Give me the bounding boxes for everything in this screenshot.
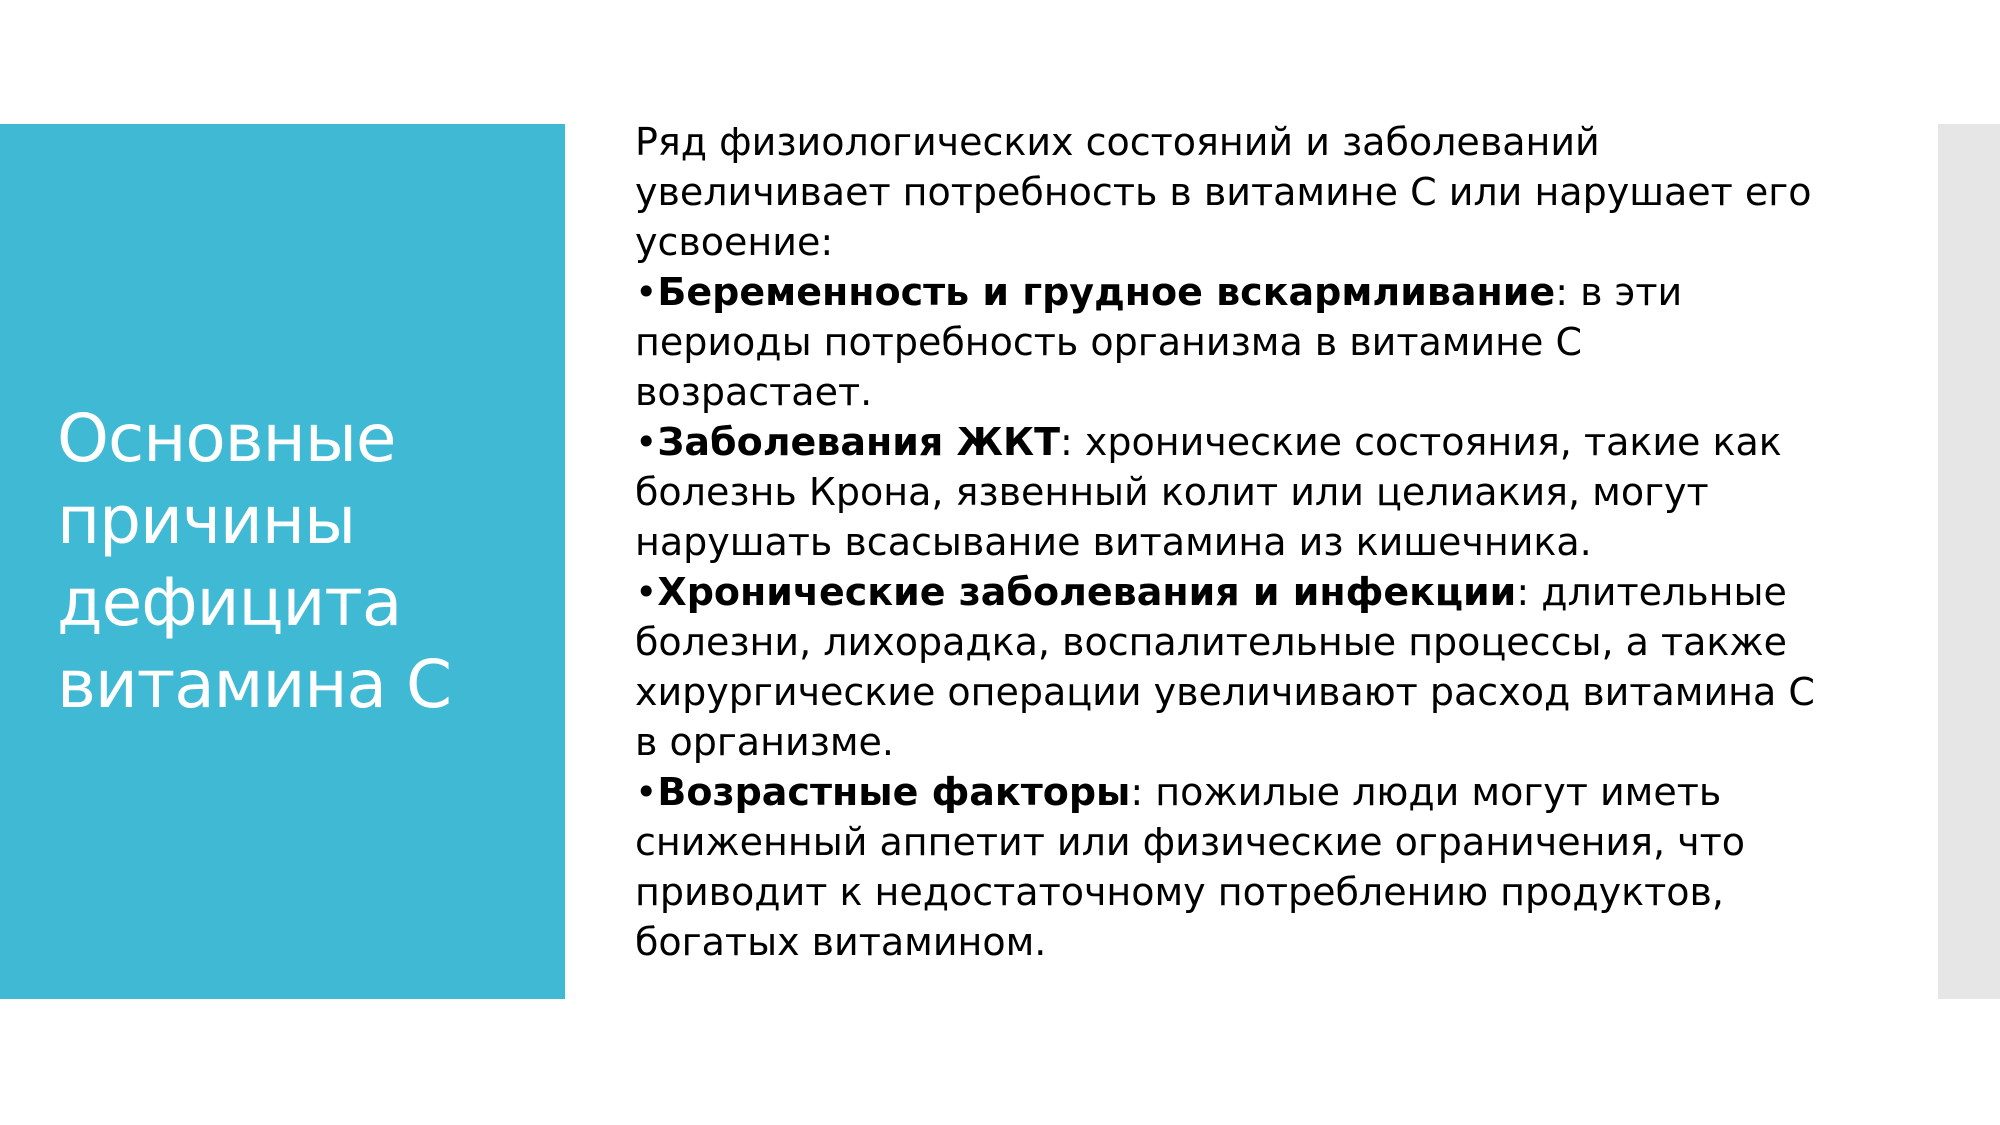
bullet-line: возрастает. [635,370,873,414]
bullet-line: приводит к недостаточному потреблению продуктов, [635,870,1724,914]
bullet-line: хирургические операции увеличивают расход витамина С [635,670,1815,714]
slide-title-line: дефицита [57,563,402,641]
bullet-icon: • [635,420,658,464]
bullet-icon: • [635,770,658,814]
bullet-text: : в эти [1555,270,1683,314]
slide-title [0,398,471,726]
bullet-item-gi-diseases [635,417,1835,567]
bullet-item-chronic-diseases [635,567,1835,767]
bullet-line: болезнь Крона, язвенный колит или целиакия, могут [635,470,1709,514]
bullet-term: Возрастные факторы [657,770,1131,814]
bullet-first-line [635,267,1835,317]
bullet-line: периоды потребность организма в витамине С [635,320,1582,364]
slide-title-line: Основные [57,399,396,477]
bullet-line: богатых витамином. [635,920,1047,964]
bullet-term: Беременность и грудное вскармливание [657,270,1556,314]
bullet-text: : пожилые люди могут иметь [1130,770,1722,814]
bullet-text: : хронические состояния, такие как [1060,420,1782,464]
bullet-text: : длительные [1516,570,1787,614]
bullet-first-line [635,567,1835,617]
slide-body [635,117,1835,967]
bullet-icon: • [635,570,658,614]
bullet-first-line [635,417,1835,467]
slide-title-line: витамина С [57,645,452,723]
slide-title-line: причины [57,481,356,559]
bullet-term: Хронические заболевания и инфекции [657,570,1517,614]
bullet-item-age-factors [635,767,1835,967]
intro-line: увеличивает потребность в витамине С или нарушает его [635,170,1812,214]
bullet-item-pregnancy [635,267,1835,417]
bullet-term: Заболевания ЖКТ [657,420,1061,464]
intro-paragraph [635,117,1835,267]
intro-line: усвоение: [635,220,834,264]
right-accent-strip [1938,124,2000,999]
intro-line: Ряд физиологических состояний и заболеваний [635,120,1600,164]
bullet-first-line [635,767,1835,817]
bullet-line: болезни, лихорадка, воспалительные процессы, а также [635,620,1787,664]
bullet-line: в организме. [635,720,894,764]
bullet-line: сниженный аппетит или физические ограничения, что [635,820,1745,864]
bullet-icon: • [635,270,658,314]
title-panel [0,124,565,999]
bullet-line: нарушать всасывание витамина из кишечника. [635,520,1592,564]
